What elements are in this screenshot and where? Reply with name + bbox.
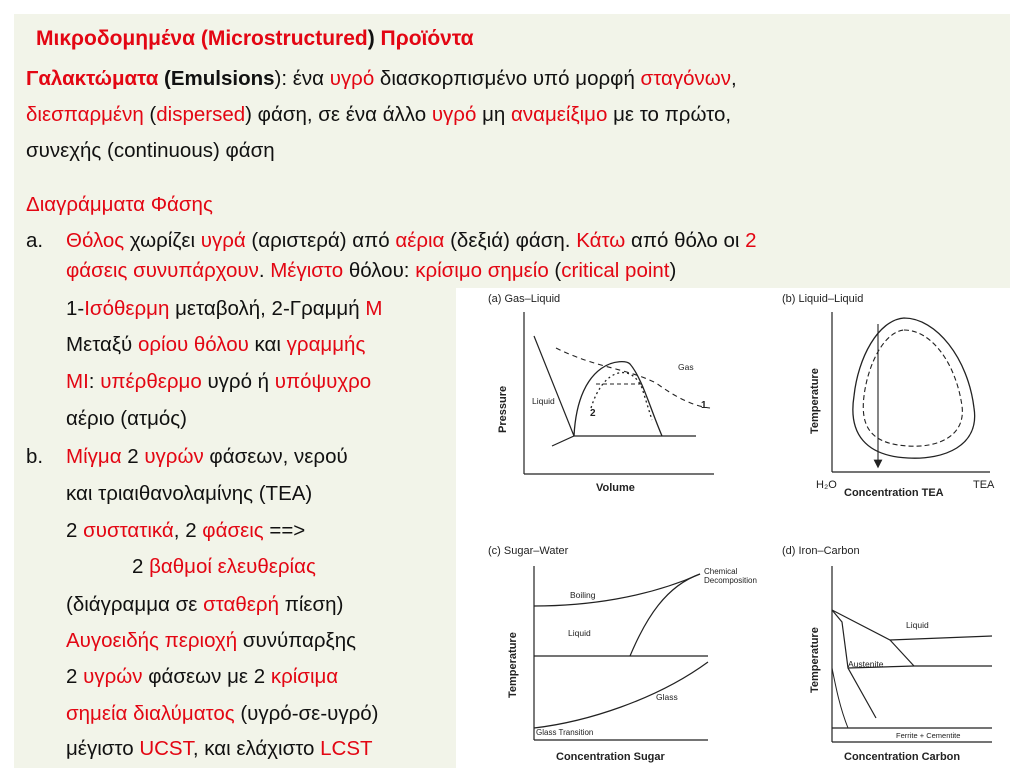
term: αναμείξιμο: [510, 103, 608, 126]
text: (: [548, 259, 562, 282]
text: , και ελάχιστο: [192, 737, 321, 760]
text: και: [248, 333, 287, 356]
text: αέριο (ατμός): [66, 407, 187, 430]
term: υπόψυχρο: [274, 370, 372, 393]
text-line-13: [66, 518, 305, 544]
list-marker-b: [26, 444, 43, 470]
panel-c-glass-transition: [534, 662, 708, 728]
text-line-2: [26, 102, 731, 128]
text: φάσεων με 2: [142, 665, 271, 688]
term: σταγόνων: [640, 67, 732, 90]
text: ) φάση, σε ένα άλλο: [245, 103, 432, 126]
marker: a.: [26, 229, 44, 252]
panel-b-xlabel: Concentration TEA: [844, 487, 944, 499]
term: γραμμής: [286, 333, 366, 356]
panel-a-title: (a) Gas–Liquid: [488, 293, 561, 305]
term: διεσπαρμένη: [26, 103, 144, 126]
panel-d-tie: [890, 640, 914, 666]
text: Μεταξύ: [66, 333, 138, 356]
term: Γαλακτώματα: [26, 67, 159, 90]
text: (: [143, 103, 157, 126]
term: σταθερή: [203, 593, 279, 616]
text-line-17: [66, 664, 338, 690]
text: χωρίζει: [124, 229, 201, 252]
text: (διάγραμμα σε: [66, 593, 204, 616]
text: θόλου:: [343, 259, 416, 282]
term: υγρά: [200, 229, 246, 252]
panel-a-isotherm-1: [556, 348, 710, 408]
term: υγρό: [329, 67, 375, 90]
text: από θόλο οι: [625, 229, 746, 252]
term: UCST: [139, 737, 193, 760]
term: κρίσιμα: [270, 665, 339, 688]
text: ): [669, 259, 677, 282]
panel-d-austenite-label: Austenite: [848, 659, 884, 669]
text: μέγιστο: [66, 737, 140, 760]
text: 2: [121, 445, 145, 468]
panel-d-iron-carbon: [782, 545, 992, 763]
term: συστατικά: [83, 519, 174, 542]
phase-diagrams-figure: [456, 288, 1010, 768]
term: φάσεις: [202, 519, 264, 542]
title-part: ): [367, 27, 381, 50]
panel-b-title: (b) Liquid–Liquid: [782, 293, 864, 305]
text: υγρό ή: [201, 370, 275, 393]
text: συνεχής (continuous) φάση: [26, 139, 275, 162]
panel-a-liquid-label: Liquid: [532, 396, 555, 406]
text-line-19: [66, 736, 373, 762]
text: , 2: [173, 519, 203, 542]
text: ,: [731, 67, 737, 90]
panel-d-xlabel: Concentration Carbon: [844, 751, 961, 763]
panel-a-marker-2: 2: [590, 408, 596, 419]
term: Ισόθερμη: [84, 297, 170, 320]
text: πίεση): [279, 593, 344, 616]
text: φάσεων, νερού: [203, 445, 348, 468]
text: Διαγράμματα Φάσης: [26, 193, 213, 216]
text: μεταβολή, 2-Γραμμή: [169, 297, 366, 320]
text: (αριστερά) από: [245, 229, 396, 252]
panel-d-title: (d) Iron–Carbon: [782, 545, 860, 557]
term: critical point: [561, 259, 670, 282]
panel-a-xlabel: Volume: [596, 482, 635, 494]
panel-a-marker-1: 1: [701, 400, 707, 411]
panel-b-liquid-liquid: [782, 293, 995, 499]
text-line-18: [66, 701, 379, 727]
text: ): ένα: [274, 67, 330, 90]
term: Θόλος: [66, 229, 125, 252]
text: 2: [132, 555, 150, 578]
text-line-9: [66, 369, 371, 395]
panel-c-glass-transition-label: Glass Transition: [536, 728, 594, 737]
panel-b-ylabel: Temperature: [809, 368, 821, 434]
slide: [14, 14, 1010, 768]
title-part: Προϊόντα: [380, 27, 474, 50]
term: Μέγιστο: [270, 259, 344, 282]
text: 2: [66, 519, 84, 542]
panel-c-ylabel: Temperature: [507, 632, 519, 698]
panel-c-boiling-line: [534, 574, 700, 606]
panel-b-h2o-label: H₂O: [816, 479, 837, 491]
section-heading: [26, 192, 213, 218]
term: υγρό: [431, 103, 477, 126]
term: 2: [745, 229, 757, 252]
marker: b.: [26, 445, 44, 468]
text: (υγρό-σε-υγρό): [234, 702, 379, 725]
panel-c-sugar-water: [488, 545, 757, 763]
text: μη: [476, 103, 511, 126]
title-part: Μικροδομημένα (: [36, 27, 208, 50]
panel-a-triple-line: [552, 436, 696, 446]
term: Emulsions: [170, 67, 275, 90]
text-line-8: [66, 332, 365, 358]
text-line-12: [66, 481, 312, 507]
panel-a-spinodal-2: [591, 373, 652, 420]
panel-a-liquid-line: [534, 336, 574, 436]
term: βαθμοί ελευθερίας: [149, 555, 316, 578]
panel-c-xlabel: Concentration Sugar: [556, 751, 665, 763]
text: και τριαιθανολαμίνης (TEA): [66, 482, 313, 505]
title-part: Microstructured: [207, 27, 368, 50]
panel-d-liquid-label: Liquid: [906, 620, 929, 630]
term: υγρών: [83, 665, 143, 688]
panel-d-ferrite-boundary: [832, 668, 848, 728]
term: σημεία διαλύματος: [66, 702, 235, 725]
text-line-7: [66, 296, 382, 322]
panel-a-ylabel: Pressure: [497, 385, 509, 433]
text: :: [88, 370, 101, 393]
term: υπέρθερμο: [100, 370, 202, 393]
term: Κάτω: [576, 229, 626, 252]
term: υγρών: [144, 445, 204, 468]
text: με το πρώτο,: [607, 103, 732, 126]
text: συνύπαρξης: [237, 629, 356, 652]
panel-c-liquid-label: Liquid: [568, 628, 591, 638]
term: dispersed: [156, 103, 246, 126]
text: (δεξιά) φάση.: [444, 229, 577, 252]
text: .: [258, 259, 271, 282]
text-line-5: [66, 228, 757, 254]
term: φάσεις συνυπάρχουν: [66, 259, 259, 282]
text-line-3: [26, 138, 275, 164]
text-line-1: [26, 66, 737, 92]
list-marker-a: [26, 228, 43, 254]
panel-d-ylabel: Temperature: [809, 627, 821, 693]
panel-d-ferrite-label: Ferrite + Cementite: [896, 731, 961, 740]
text: 2: [66, 665, 84, 688]
text-line-11: [66, 444, 348, 470]
panel-b-tea-label: TEA: [973, 479, 995, 491]
term: κρίσιμο σημείο: [415, 259, 549, 282]
panel-c-glass-label: Glass: [656, 692, 678, 702]
slide-title: [36, 26, 474, 52]
term: ορίου θόλου: [137, 333, 249, 356]
panel-a-gas-label: Gas: [678, 362, 694, 372]
panel-c-solubility-curve: [630, 574, 700, 656]
term: Μίγμα: [66, 445, 122, 468]
text: διασκορπισμένο υπό μορφή: [374, 67, 641, 90]
term: M: [365, 297, 383, 320]
term: MI: [66, 370, 89, 393]
text-line-16: [66, 628, 356, 654]
term: LCST: [320, 737, 373, 760]
phase-diagrams-svg: [456, 288, 1010, 768]
text-line-10: [66, 406, 187, 432]
text: ==>: [263, 519, 306, 542]
text-line-6: [66, 258, 676, 284]
panel-c-boiling-label: Boiling: [570, 590, 596, 600]
term: Αυγοειδής περιοχή: [66, 629, 238, 652]
panel-c-chem-label-2: Decomposition: [704, 576, 757, 585]
panel-c-chem-label-1: Chemical: [704, 567, 738, 576]
text-line-14: [132, 554, 316, 580]
term: αέρια: [395, 229, 445, 252]
panel-c-title: (c) Sugar–Water: [488, 545, 569, 557]
panel-a-gas-liquid: [488, 293, 714, 494]
text: 1-: [66, 297, 85, 320]
text: (: [158, 67, 171, 90]
panel-b-coexistence-curve: [853, 318, 975, 458]
text-line-15: [66, 592, 343, 618]
